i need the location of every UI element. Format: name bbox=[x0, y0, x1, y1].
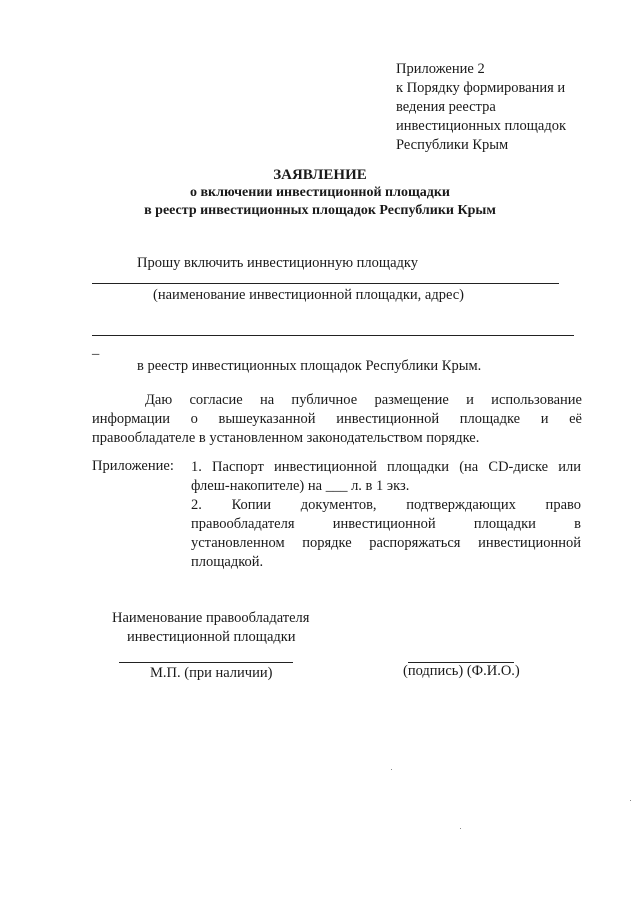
owner-name-label: инвестиционной площадки bbox=[127, 629, 296, 645]
annex-line: Республики Крым bbox=[396, 137, 509, 153]
annex-line: Приложение 2 bbox=[396, 61, 485, 77]
consent-line: информации о вышеуказанной инвестиционной площадке и её bbox=[92, 411, 582, 427]
consent-line: Даю согласие на публичное размещение и использование bbox=[145, 392, 582, 408]
attachments-list bbox=[191, 458, 581, 572]
scan-speck bbox=[460, 828, 461, 829]
signature-caption: (подпись) (Ф.И.О.) bbox=[403, 663, 520, 679]
owner-blank-line bbox=[119, 662, 293, 663]
document-subtitle-line2: в реестр инвестиционных площадок Республики Крым bbox=[144, 203, 496, 218]
site-name-blank-line bbox=[92, 283, 559, 284]
stamp-caption: М.П. (при наличии) bbox=[150, 665, 273, 681]
attachment-item-line: 2. Копии документов, подтверждающих право bbox=[191, 497, 581, 513]
annex-block bbox=[396, 60, 626, 155]
owner-name-label: Наименование правообладателя bbox=[112, 610, 310, 626]
attachment-item-line: флеш-накопителе) на ___ л. в 1 экз. bbox=[191, 478, 410, 494]
attachments-label: Приложение: bbox=[92, 458, 174, 474]
attachment-item-line: площадкой. bbox=[191, 554, 264, 570]
consent-paragraph bbox=[92, 391, 582, 448]
attachment-item-line: 1. Паспорт инвестиционной площадки (на CD-диске или bbox=[191, 459, 581, 475]
stray-dash: _ bbox=[92, 341, 100, 357]
registry-text: в реестр инвестиционных площадок Республики Крым. bbox=[137, 358, 482, 374]
field-caption: (наименование инвестиционной площадки, адрес) bbox=[153, 287, 465, 303]
attachment-item-line: правообладателя инвестиционной площадки в bbox=[191, 516, 581, 532]
request-text: Прошу включить инвестиционную площадку bbox=[137, 255, 418, 271]
attachment-item-line: установленном порядке распоряжаться инвестиционной bbox=[191, 535, 581, 551]
document-subtitle-line1: о включении инвестиционной площадки bbox=[190, 185, 450, 200]
annex-line: ведения реестра bbox=[396, 99, 496, 115]
annex-line: к Порядку формирования и bbox=[396, 80, 566, 96]
annex-line: инвестиционных площадок bbox=[396, 118, 567, 134]
scan-speck bbox=[391, 769, 392, 770]
document-title: ЗАЯВЛЕНИЕ bbox=[273, 167, 367, 183]
consent-line: правообладателе в установленном законодательством порядке. bbox=[92, 430, 480, 446]
scan-speck bbox=[630, 800, 631, 801]
address-blank-line bbox=[92, 335, 574, 336]
